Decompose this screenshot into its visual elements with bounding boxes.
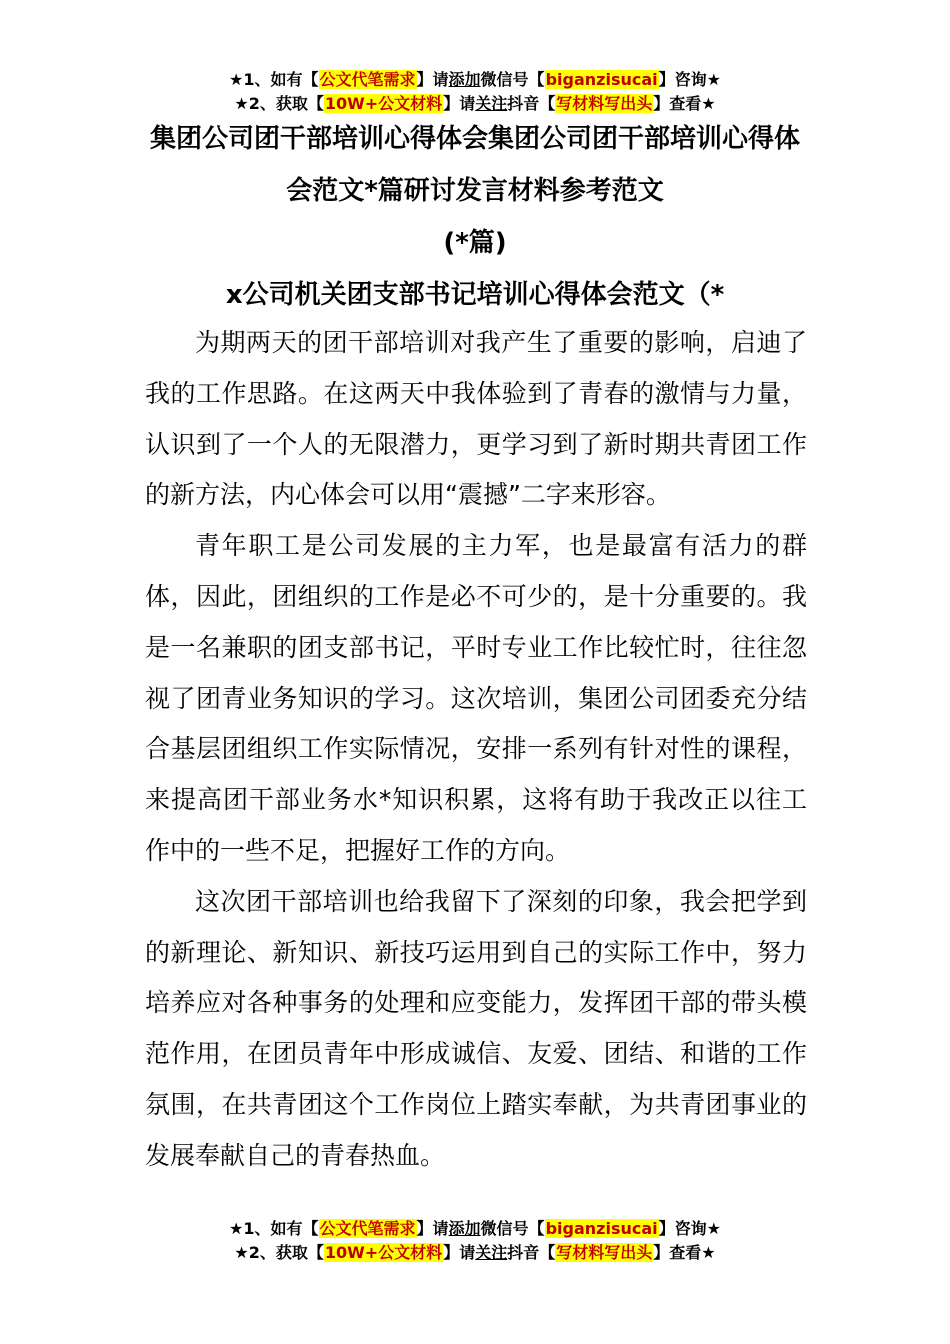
ad-text: 微信号【 (480, 1219, 545, 1238)
ad-line-1 (0, 68, 950, 92)
ad-highlight: biganzisucai (545, 1219, 658, 1238)
ad-text: 】请 (443, 94, 476, 113)
ad-underlined-text: 关注 (475, 1243, 508, 1262)
ad-banner-top (0, 68, 950, 116)
ad-text: ★1、如有【 (229, 1219, 319, 1238)
body-paragraph: 这次团干部培训也给我留下了深刻的印象，我会把学到的新理论、新知识、新技巧运用到自己的实际工作中，努力培养应对各种事务的处理和应变能力，发挥团干部的带头模范作用，在团员青年中形成诚信、友爱、团结、和谐的工作氛围，在共青团这个工作岗位上踏实奉献，为共青团事业的发展奉献自己的青春热血。 (145, 886, 807, 1170)
ad-line-2 (0, 1241, 950, 1265)
ad-text: 】咨询★ (658, 1219, 721, 1238)
body-paragraph: 青年职工是公司发展的主力军，也是最富有活力的群体，因此，团组织的工作是必不可少的，是十分重要的。我是一名兼职的团支部书记，平时专业工作比较忙时，往往忽视了团青业务知识的学习。这次培训，集团公司团委充分结合基层团组织工作实际情况，安排一系列有针对性的课程，来提高团干部业务水*知识积累，这将有助于我改正以往工作中的一些不足，把握好工作的方向。 (145, 531, 807, 865)
ad-text: ★2、获取【 (234, 94, 324, 113)
ad-banner-bottom (0, 1217, 950, 1265)
ad-text: 】请 (443, 1243, 476, 1262)
document-subtitle: x公司机关团支部书记培训心得体会范文（* (225, 280, 725, 310)
ad-underlined-text: 添加 (448, 1219, 481, 1238)
document-title-line-3: (*篇) (443, 228, 507, 258)
ad-line-1 (0, 1217, 950, 1241)
ad-highlight: 公文代笔需求 (319, 1219, 416, 1238)
ad-highlight: 10W+公文材料 (324, 1243, 443, 1262)
document-body (145, 318, 807, 1182)
ad-text: 微信号【 (480, 70, 545, 89)
document-title-line-1: 集团公司团干部培训心得体会集团公司团干部培训心得体 (149, 124, 800, 154)
ad-highlight: 写材料写出头 (556, 1243, 653, 1262)
ad-underlined-text: 添加 (448, 70, 481, 89)
ad-line-2 (0, 92, 950, 116)
ad-text: ★1、如有【 (229, 70, 319, 89)
ad-text: 】咨询★ (658, 70, 721, 89)
ad-text: 】请 (416, 70, 449, 89)
body-paragraph: 为期两天的团干部培训对我产生了重要的影响，启迪了我的工作思路。在这两天中我体验到了青春的激情与力量，认识到了一个人的无限潜力，更学习到了新时期共青团工作的新方法，内心体会可以用“震撼”二字来形容。 (145, 328, 807, 510)
ad-underlined-text: 关注 (475, 94, 508, 113)
ad-text: 抖音【 (507, 94, 556, 113)
ad-text: 】查看★ (653, 1243, 716, 1262)
ad-highlight: 公文代笔需求 (319, 70, 416, 89)
ad-text: 】查看★ (653, 94, 716, 113)
document-title-line-2: 会范文*篇研讨发言材料参考范文 (286, 176, 664, 206)
ad-highlight: 10W+公文材料 (324, 94, 443, 113)
ad-text: 抖音【 (507, 1243, 556, 1262)
ad-text: 】请 (416, 1219, 449, 1238)
ad-text: ★2、获取【 (234, 1243, 324, 1262)
ad-highlight: 写材料写出头 (556, 94, 653, 113)
ad-highlight: biganzisucai (545, 70, 658, 89)
